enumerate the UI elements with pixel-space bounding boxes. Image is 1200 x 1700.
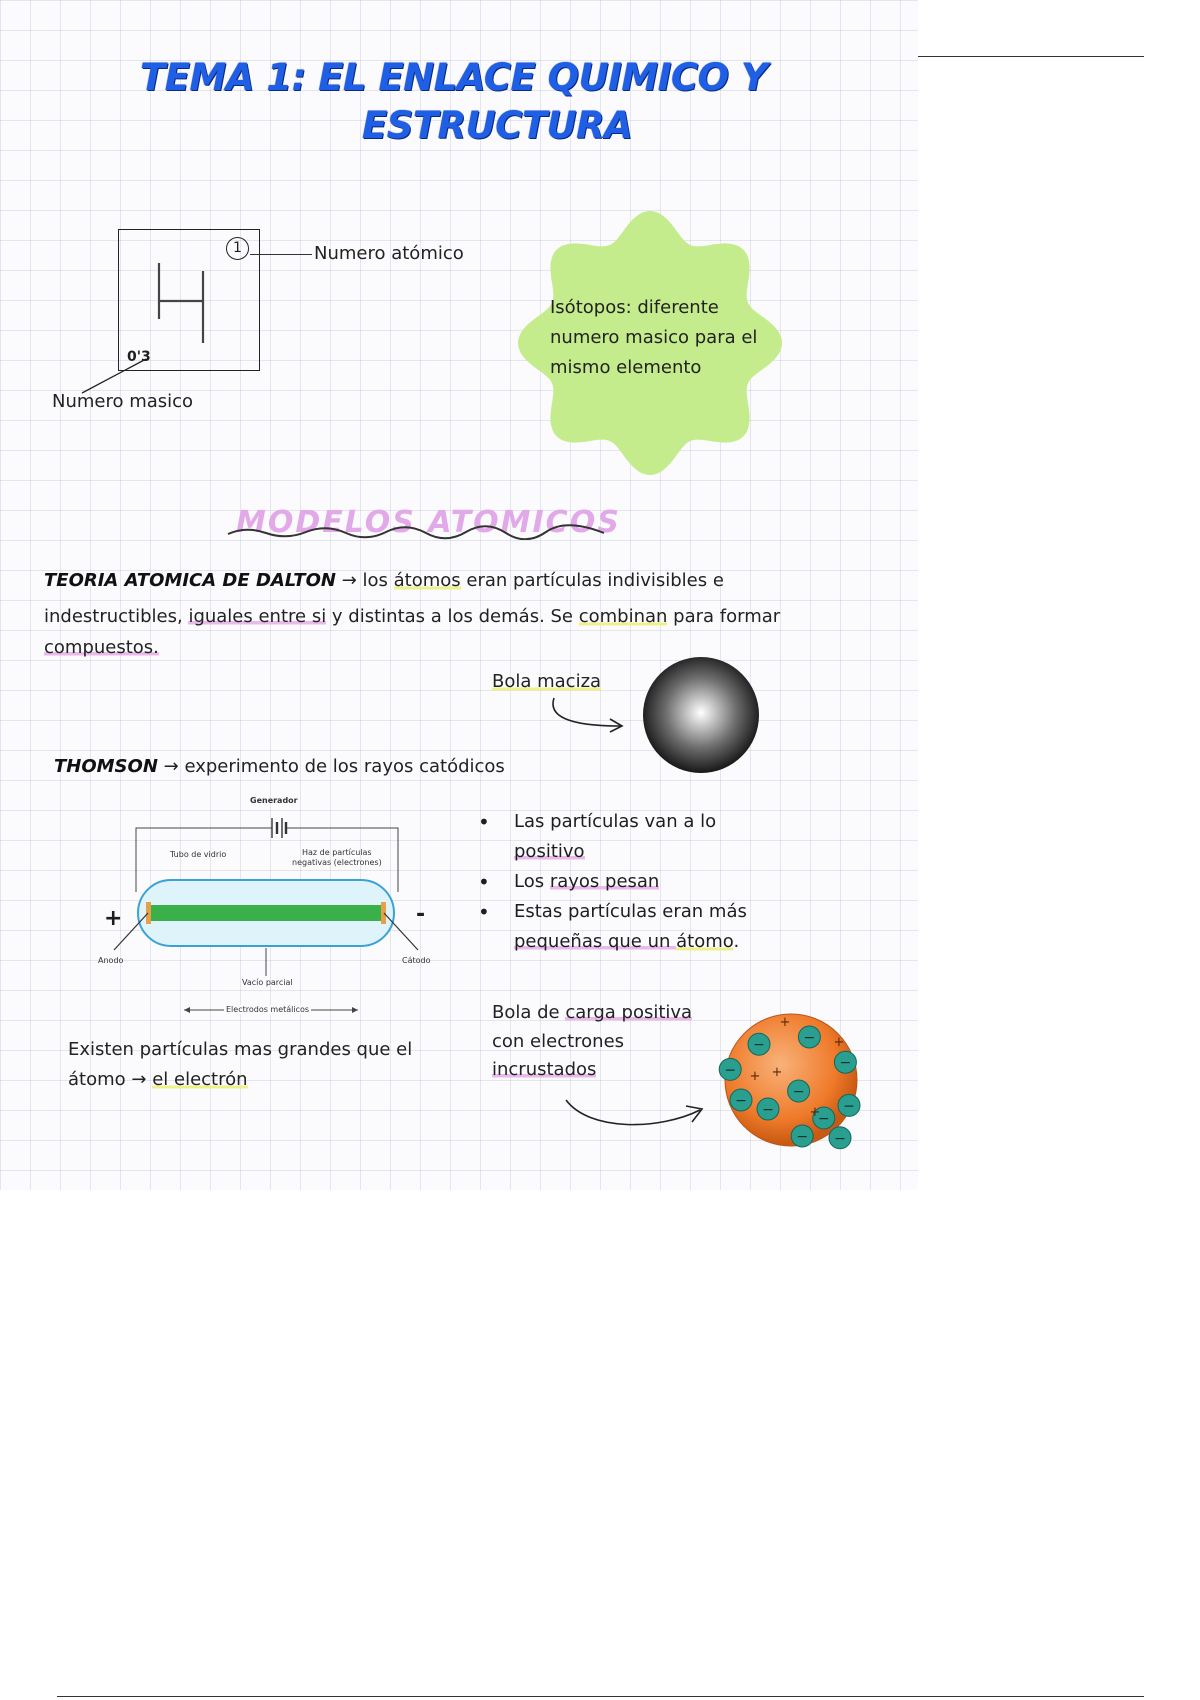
electron: [838, 1094, 860, 1116]
electron: [829, 1127, 851, 1149]
cathode-sign: -: [416, 902, 426, 927]
dalton-heading: TEORIA ATOMICA DE DALTON: [44, 570, 336, 591]
list-item: • Estas partículas eran más pequeñas que un átomo.: [478, 897, 808, 957]
svg-text:−: −: [735, 1093, 747, 1109]
electron: [719, 1058, 741, 1080]
proton-sign: +: [833, 1035, 845, 1050]
plum-pudding-model: [715, 1004, 865, 1152]
dalton-arrow: →: [341, 570, 357, 591]
thomson-model-line1: Bola de carga positiva: [492, 1002, 693, 1023]
electrodes-label: Electrodos metálicos: [226, 1005, 310, 1014]
thomson-model-arrow: [560, 1096, 710, 1136]
page-title-line1: TEMA 1: EL ENLACE QUIMICO Y: [140, 56, 768, 99]
electron: [757, 1098, 779, 1120]
cathode-ray-diagram: [96, 792, 436, 1017]
generator-label: Generador: [250, 796, 298, 805]
electron: [798, 1026, 820, 1048]
electron: [791, 1125, 813, 1147]
top-right-rule: [918, 56, 1144, 57]
svg-text:−: −: [724, 1062, 737, 1079]
isotopes-note-line2: numero masico para el: [550, 327, 758, 348]
svg-text:−: −: [762, 1102, 774, 1118]
thomson-heading: THOMSON: [54, 756, 158, 777]
electron-beam-label-2: negativas (electrones): [292, 858, 382, 867]
dalton-model-arrow: [548, 696, 632, 736]
svg-text:−: −: [792, 1084, 805, 1100]
svg-text:−: −: [843, 1098, 855, 1115]
anode-sign: +: [104, 906, 123, 931]
thomson-findings-list: [478, 807, 808, 957]
electron: [748, 1033, 770, 1055]
element-symbol: [155, 263, 209, 343]
vacuum-label: Vacío parcial: [242, 978, 293, 987]
mass-number-label: Numero masico: [52, 391, 194, 412]
proton-sign: +: [749, 1069, 761, 1084]
isotopes-note-line1: Isótopos: diferente: [550, 297, 719, 318]
dalton-model-label: Bola maciza: [492, 671, 602, 692]
thomson-model-line3: incrustados: [492, 1059, 597, 1080]
svg-text:−: −: [817, 1111, 830, 1127]
proton-sign: +: [771, 1065, 783, 1080]
atomic-number: 1: [233, 240, 242, 256]
bottom-rule: [57, 1696, 1144, 1697]
section-heading-atomic-models: MODELOS ATOMICOS: [236, 505, 621, 540]
page-title-line2: ESTRUCTURA: [362, 104, 633, 147]
solid-sphere-illustration: [640, 654, 762, 776]
electron: [788, 1080, 810, 1102]
svg-text:−: −: [753, 1037, 765, 1054]
section-heading-squiggle: [226, 522, 606, 540]
element-symbol-drawing: [155, 263, 209, 343]
electron: [834, 1051, 856, 1073]
thomson-model-line2: con electrones: [492, 1031, 625, 1052]
electron: [730, 1089, 752, 1111]
thomson-conclusion-line2: átomo → el electrón: [68, 1069, 248, 1090]
svg-text:−: −: [803, 1030, 816, 1046]
list-item: • Las partículas van a lo positivo: [478, 807, 808, 867]
dalton-paragraph-line2: indestructibles, iguales entre si y distintas a los demás. Se combinan para formar: [44, 606, 781, 627]
atomic-number-leader: [250, 254, 312, 255]
glass-tube-label: Tubo de vidrio: [170, 850, 227, 859]
atomic-number-label: Numero atómico: [314, 243, 464, 264]
proton-sign: +: [809, 1105, 821, 1120]
svg-text:−: −: [796, 1129, 809, 1145]
mass-number: 0'3: [127, 349, 151, 365]
thomson-line: THOMSON → experimento de los rayos catódicos: [54, 756, 505, 777]
dalton-paragraph-line3: compuestos.: [44, 637, 159, 658]
element-card: [118, 229, 260, 371]
dalton-paragraph-line1: TEORIA ATOMICA DE DALTON → los átomos eran partículas indivisibles e: [44, 570, 724, 591]
atomic-number-circle: [226, 237, 249, 260]
svg-text:−: −: [834, 1130, 846, 1147]
mass-number-leader: [80, 355, 150, 395]
electron-beam-label-1: Haz de partículas: [302, 848, 372, 857]
cathode-label: Cátodo: [402, 956, 431, 965]
svg-text:−: −: [839, 1055, 852, 1072]
thomson-conclusion-line1: Existen partículas mas grandes que el: [68, 1039, 413, 1060]
proton-sign: +: [779, 1015, 791, 1030]
isotopes-note-line3: mismo elemento: [550, 357, 702, 378]
anode-label: Anodo: [98, 956, 124, 965]
list-item: • Los rayos pesan: [478, 867, 808, 897]
